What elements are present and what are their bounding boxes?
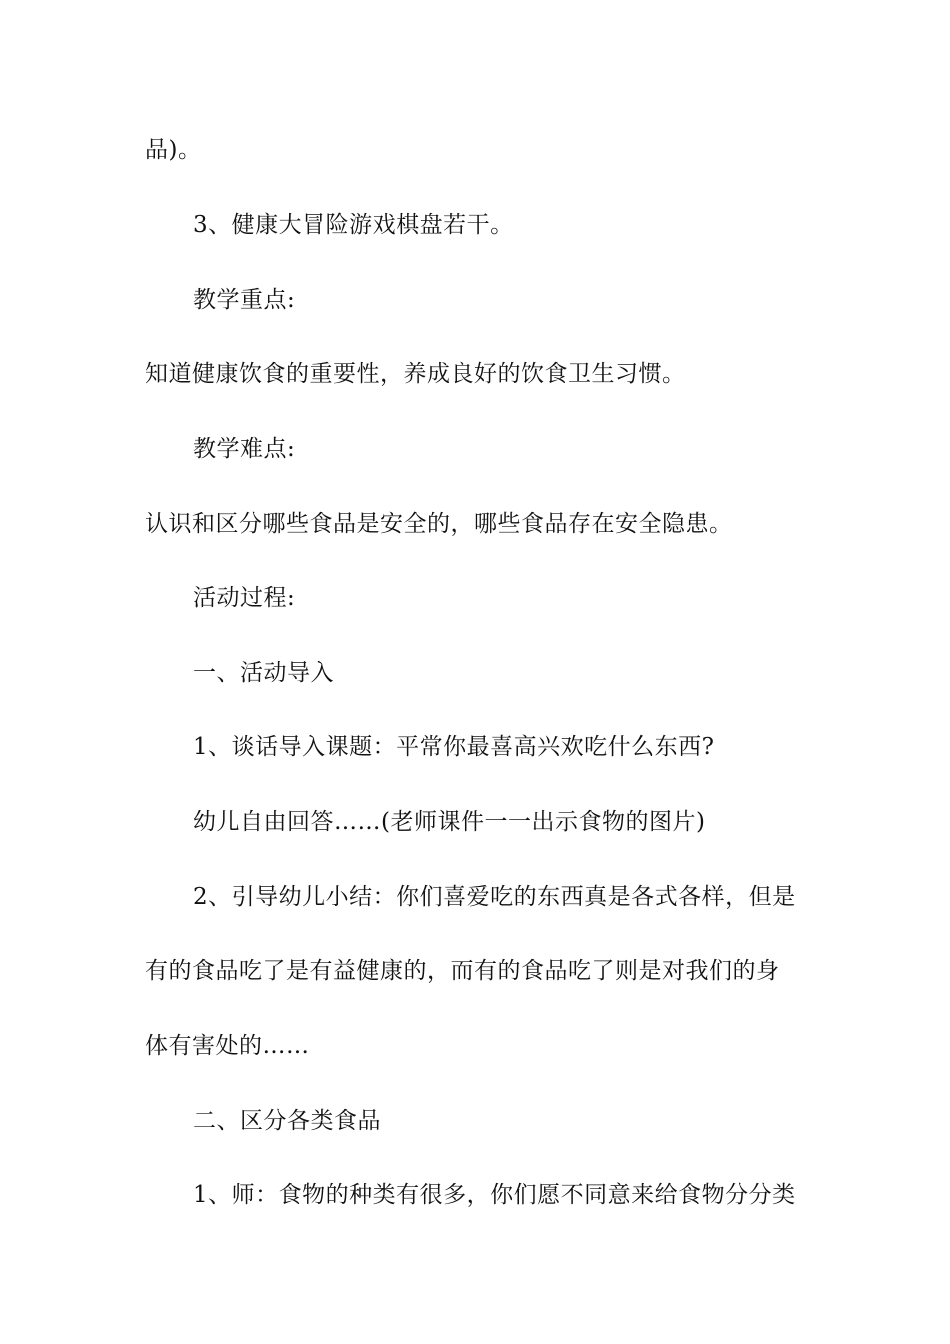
text-line-1: 品)。 <box>145 137 202 163</box>
text-line-13: 体有害处的…… <box>145 1033 310 1059</box>
text-line-3: 教学重点: <box>193 287 296 313</box>
text-line-11: 2、引导幼儿小结：你们喜爱吃的东西真是各式各样，但是 <box>193 884 796 910</box>
text-line-7: 活动过程: <box>193 585 296 611</box>
text-line-14: 二、区分各类食品 <box>193 1108 381 1134</box>
text-line-10: 幼儿自由回答……(老师课件一一出示食物的图片) <box>193 809 706 835</box>
text-line-2: 3、健康大冒险游戏棋盘若干。 <box>193 212 514 238</box>
text-line-9: 1、谈话导入课题：平常你最喜高兴欢吃什么东西? <box>193 734 715 760</box>
text-line-15: 1、师：食物的种类有很多，你们愿不同意来给食物分分类 <box>193 1182 796 1208</box>
text-line-8: 一、活动导入 <box>193 660 334 686</box>
text-line-6: 认识和区分哪些食品是安全的，哪些食品存在安全隐患。 <box>145 511 733 537</box>
text-line-4: 知道健康饮食的重要性，养成良好的饮食卫生习惯。 <box>145 361 686 387</box>
text-line-5: 教学难点: <box>193 436 296 462</box>
text-line-12: 有的食品吃了是有益健康的，而有的食品吃了则是对我们的身 <box>145 958 780 984</box>
